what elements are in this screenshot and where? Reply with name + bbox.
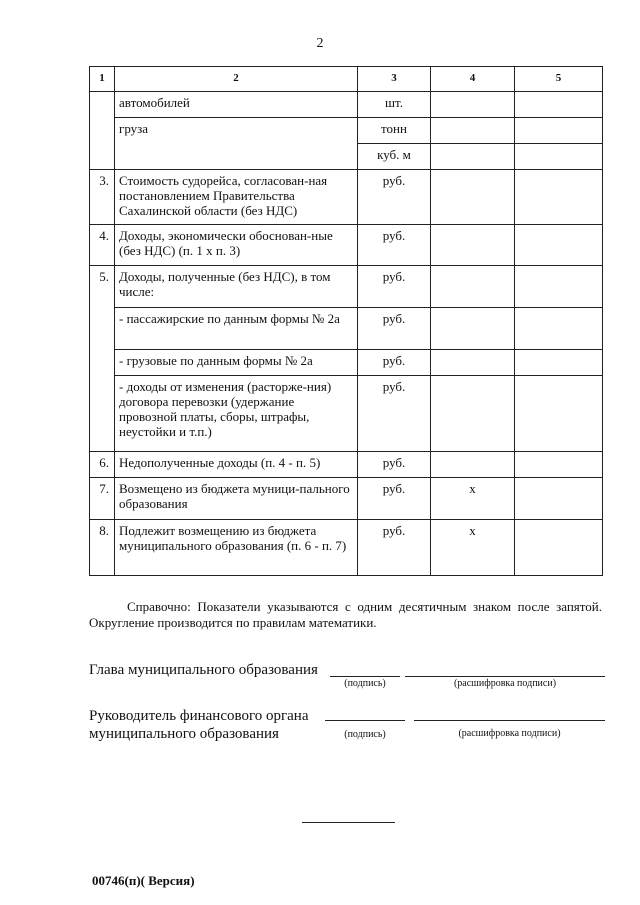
finance-decoding-caption: (расшифровка подписи) [458, 728, 561, 739]
column-header: 2 [115, 67, 358, 92]
separator-line [302, 822, 395, 823]
page-number: 2 [316, 36, 324, 51]
table-row [90, 376, 603, 452]
table-row [90, 266, 603, 308]
row-unit: руб. [358, 478, 431, 520]
row-unit: шт. [358, 92, 431, 118]
row-name: автомобилей [115, 92, 358, 118]
report-table [89, 66, 603, 576]
row-unit: руб. [358, 376, 431, 452]
row-number [90, 92, 115, 170]
row-col5 [515, 170, 603, 225]
table-row [90, 350, 603, 376]
row-name: Недополученные доходы (п. 4 - п. 5) [115, 452, 358, 478]
row-unit: руб. [358, 350, 431, 376]
row-col5 [515, 452, 603, 478]
row-col4 [431, 225, 515, 266]
row-col5 [515, 266, 603, 308]
row-number: 5. [90, 266, 115, 452]
head-signature-caption: (подпись) [344, 678, 386, 689]
document-code: 00746(п)( Версия) [92, 873, 195, 888]
table-header-row [90, 67, 603, 92]
column-header: 1 [90, 67, 115, 92]
row-col4 [431, 118, 515, 144]
table-row [90, 452, 603, 478]
head-decoding-caption: (расшифровка подписи) [453, 678, 557, 689]
finance-signature-label-line2: муниципального образования [89, 726, 279, 742]
row-col4 [431, 452, 515, 478]
finance-signature-line[interactable] [325, 720, 405, 721]
row-col4 [431, 308, 515, 350]
column-header: 3 [358, 67, 431, 92]
table-row [90, 92, 603, 118]
row-number: 7. [90, 478, 115, 520]
row-col5 [515, 118, 603, 144]
row-name: Стоимость судорейса, согласован-ная постановлением Правительства Сахалинской области (без НДС) [115, 170, 358, 225]
row-col5 [515, 144, 603, 170]
finance-decoding-line[interactable] [414, 720, 605, 721]
reference-note: Справочно: Показатели указываются с одним десятичным знаком после запятой. Округление производится по правилам математики. [89, 599, 602, 630]
row-number: 3. [90, 170, 115, 225]
table-row [90, 170, 603, 225]
row-unit: руб. [358, 520, 431, 576]
row-col5 [515, 478, 603, 520]
row-col4: х [431, 478, 515, 520]
row-col5 [515, 225, 603, 266]
column-header: 4 [431, 67, 515, 92]
row-col5 [515, 520, 603, 576]
head-decoding-line[interactable] [405, 676, 605, 677]
row-name: груза [115, 118, 358, 170]
row-number: 6. [90, 452, 115, 478]
row-name: - грузовые по данным формы № 2а [115, 350, 358, 376]
column-header: 5 [515, 67, 603, 92]
row-name: Доходы, экономически обоснован-ные (без НДС) (п. 1 х п. 3) [115, 225, 358, 266]
row-col5 [515, 92, 603, 118]
head-signature-label: Глава муниципального образования [89, 662, 318, 678]
table-row [90, 118, 603, 144]
table-row [90, 520, 603, 576]
row-unit: куб. м [358, 144, 431, 170]
table-row [90, 478, 603, 520]
row-col5 [515, 350, 603, 376]
row-number: 8. [90, 520, 115, 576]
row-unit: тонн [358, 118, 431, 144]
row-unit: руб. [358, 452, 431, 478]
row-col5 [515, 376, 603, 452]
table-row [90, 225, 603, 266]
row-number: 4. [90, 225, 115, 266]
row-col4: х [431, 520, 515, 576]
row-col4 [431, 144, 515, 170]
row-unit: руб. [358, 170, 431, 225]
row-unit: руб. [358, 308, 431, 350]
row-name: Возмещено из бюджета муници-пального образования [115, 478, 358, 520]
row-col4 [431, 350, 515, 376]
row-name: - пассажирские по данным формы № 2а [115, 308, 358, 350]
row-name: - доходы от изменения (расторже-ния) договора перевозки (удержание провозной платы, сборы, штрафы, неустойки и т.п.) [115, 376, 358, 452]
row-name: Доходы, полученные (без НДС), в том числе: [115, 266, 358, 308]
head-signature-line[interactable] [330, 676, 400, 677]
row-col5 [515, 308, 603, 350]
row-col4 [431, 266, 515, 308]
row-col4 [431, 92, 515, 118]
row-name: Подлежит возмещению из бюджета муниципального образования (п. 6 - п. 7) [115, 520, 358, 576]
finance-signature-label-line1: Руководитель финансового органа [89, 708, 309, 724]
finance-signature-caption: (подпись) [344, 729, 386, 740]
row-unit: руб. [358, 266, 431, 308]
row-unit: руб. [358, 225, 431, 266]
row-col4 [431, 376, 515, 452]
row-col4 [431, 170, 515, 225]
table-row [90, 308, 603, 350]
